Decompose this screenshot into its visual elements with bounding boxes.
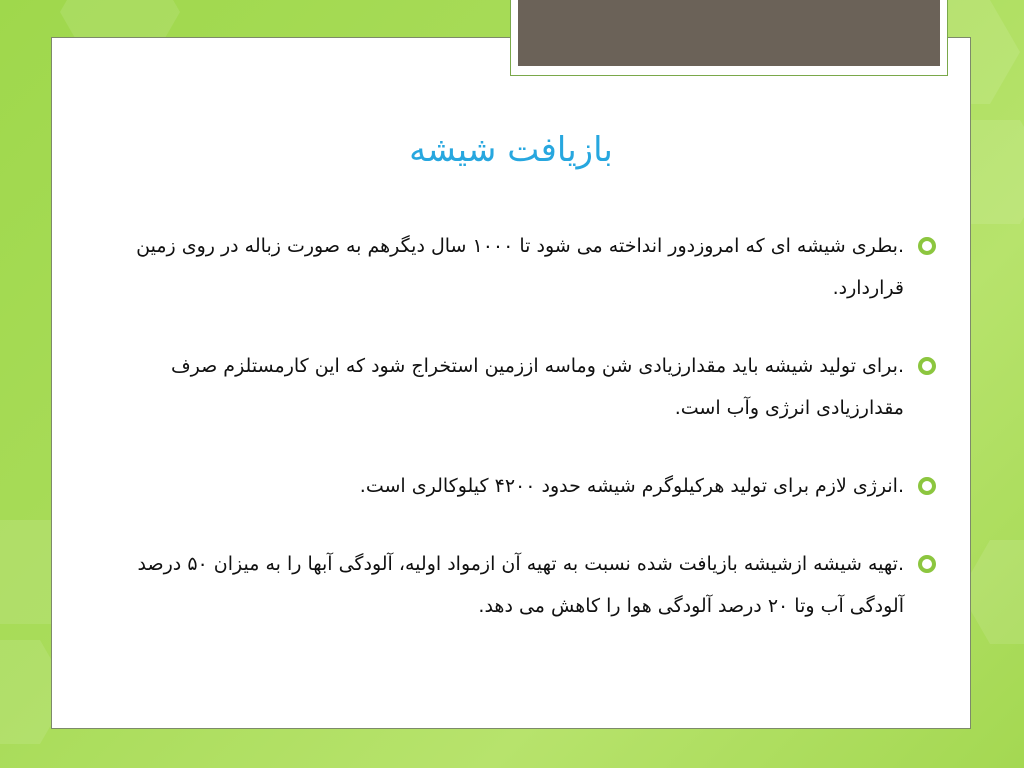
bullet-text: .تهیه شیشه ازشیشه بازیافت شده نسبت به تهیه آن ازمواد اولیه، آلودگی آبها را به میزان ۵۰ درصد آلودگی آب وتا ۲۰ درصد آلودگی هوا را کاهش می دهد. (137, 553, 904, 617)
bullet-item (98, 543, 944, 627)
bullet-item (98, 225, 944, 309)
slide-title: بازیافت شیشه (409, 130, 613, 170)
bullet-item (98, 465, 944, 507)
bullet-circle-icon (918, 555, 936, 573)
bullet-circle-icon (918, 357, 936, 375)
title-tab-fill (518, 0, 940, 66)
bullet-item (98, 345, 944, 429)
bullet-circle-icon (918, 477, 936, 495)
bullet-text: .بطری شیشه ای که امروزدور انداخته می شود تا ۱۰۰۰ سال دیگرهم به صورت زباله در روی زمین قراردارد. (136, 235, 904, 299)
bullet-text: .برای تولید شیشه باید مقدارزیادی شن وماسه اززمین استخراج شود که این کارمستلزم صرف مقدارزیادی انرژی وآب است. (170, 355, 904, 419)
bullet-list (98, 225, 944, 627)
bullet-circle-icon (918, 237, 936, 255)
bullet-text: .انرژی لازم برای تولید هرکیلوگرم شیشه حدود ۴۲۰۰ کیلوکالری است. (359, 475, 904, 497)
